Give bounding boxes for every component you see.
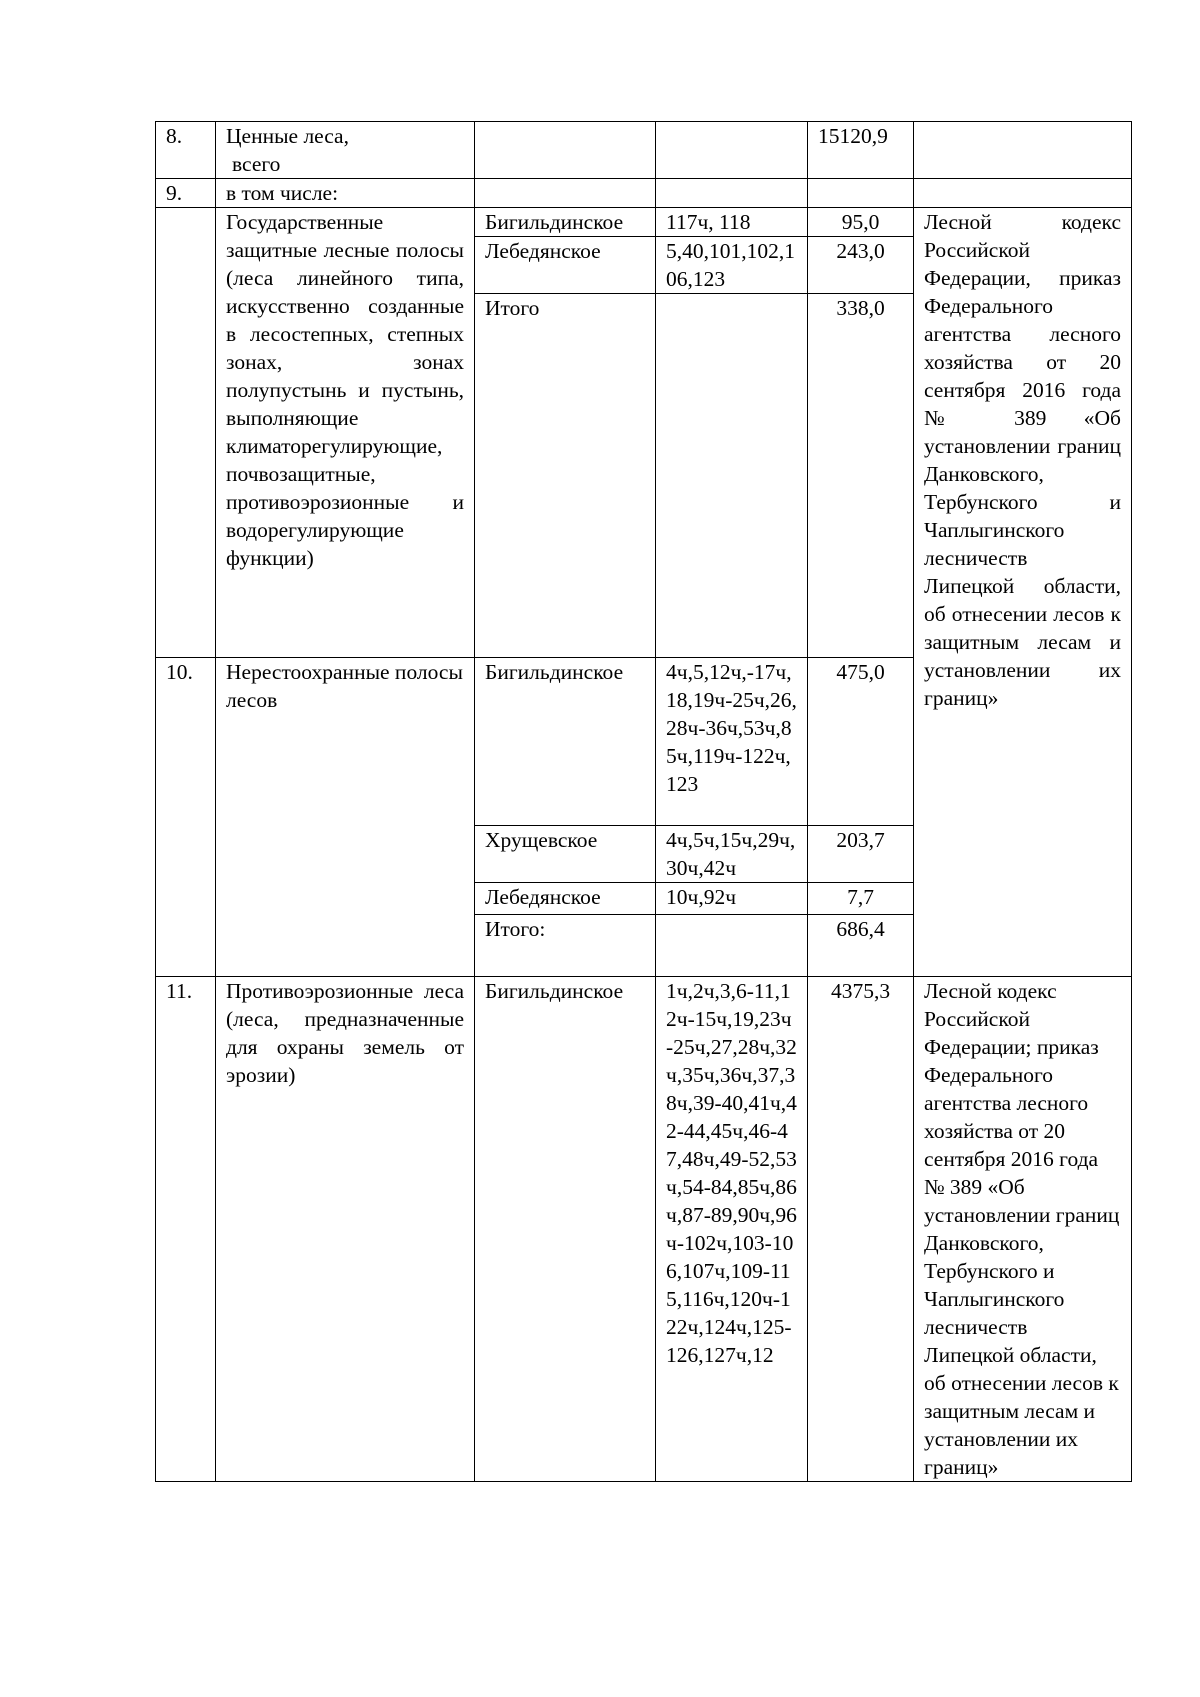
quarters-list: 4ч,5ч,15ч,29ч,30ч,42ч: [656, 826, 808, 883]
quarters-list: 1ч,2ч,3,6-11,12ч-15ч,19,23ч-25ч,27,28ч,32ч,35ч,36ч,37,38ч,39-40,41ч,42-44,45ч,46-47,48ч,49-52,53ч,54-84,85ч,86ч,87-89,90ч,96ч-102ч,103-106,107ч,109-115,116ч,120ч-122ч,124ч,125-126,127ч,12: [656, 977, 808, 1482]
area-value: 7,7: [808, 883, 914, 915]
area-cell: [808, 179, 914, 208]
area-value: 95,0: [808, 208, 914, 237]
forestry-name: Хрущевское: [475, 826, 656, 883]
quarters-list: [656, 915, 808, 977]
legal-basis: Лесной кодекс Российской Федерации, приказ Федерального агентства лесного хозяйства от 20 сентября 2016 года № 389 «Об установлении границ Данковского, Тербунского и Чаплыгинского лесничеств Липецкой области, об отнесении лесов к защитным лесам и установлении их границ»: [914, 208, 1132, 977]
basis-cell: [914, 122, 1132, 179]
area-value: 4375,3: [808, 977, 914, 1482]
category-name-line: всего: [232, 152, 281, 176]
category-label: в том числе:: [216, 179, 475, 208]
forestry-name: Лебедянское: [475, 237, 656, 294]
area-value: 475,0: [808, 658, 914, 826]
area-value: 243,0: [808, 237, 914, 294]
forestry-cell: [475, 122, 656, 179]
quarters-list: 10ч,92ч: [656, 883, 808, 915]
basis-cell: [914, 179, 1132, 208]
area-value: 203,7: [808, 826, 914, 883]
area-value: 338,0: [808, 294, 914, 658]
table-row: [156, 179, 1132, 208]
row-number: 11.: [156, 977, 216, 1482]
quarters-list: 4ч,5,12ч,-17ч,18,19ч-25ч,26,28ч-36ч,53ч,85ч,119ч-122ч,123: [656, 658, 808, 826]
row-number: 8.: [156, 122, 216, 179]
category-name: [216, 122, 475, 179]
area-value: 686,4: [808, 915, 914, 977]
forestry-name: Бигильдинское: [475, 208, 656, 237]
forestry-name: Лебедянское: [475, 883, 656, 915]
table-row: [156, 208, 1132, 237]
quarters-list: 5,40,101,102,106,123: [656, 237, 808, 294]
category-name: Нерестоохранные полосы лесов: [216, 658, 475, 977]
area-cell: 15120,9: [808, 122, 914, 179]
forestry-name: Итого:: [475, 915, 656, 977]
category-name: Государственные защитные лесные полосы (леса линейного типа, искусственно созданные в лесостепных, степных зонах, зонах полупустынь и пустынь, выполняющие климаторегулирующие, почвозащитные, противоэрозионные и водорегулирующие функции): [216, 208, 475, 658]
table-row: [156, 122, 1132, 179]
category-name-line: Ценные леса,: [226, 124, 349, 148]
category-name: Противоэрозионные леса (леса, предназначенные для охраны земель от эрозии): [216, 977, 475, 1482]
row-number: [156, 208, 216, 658]
row-number: 10.: [156, 658, 216, 977]
row-number: 9.: [156, 179, 216, 208]
forestry-name: Бигильдинское: [475, 658, 656, 826]
table-row: [156, 977, 1132, 1482]
quarters-list: 117ч, 118: [656, 208, 808, 237]
quarters-cell: [656, 122, 808, 179]
protective-forests-table: [155, 121, 1132, 1482]
forestry-cell: [475, 179, 656, 208]
legal-basis: Лесной кодекс Российской Федерации; приказ Федерального агентства лесного хозяйства от 20 сентября 2016 года № 389 «Об установлении границ Данковского, Тербунского и Чаплыгинского лесничеств Липецкой области, об отнесении лесов к защитным лесам и установлении их границ»: [914, 977, 1132, 1482]
quarters-cell: [656, 179, 808, 208]
forestry-name: Бигильдинское: [475, 977, 656, 1482]
quarters-list: [656, 294, 808, 658]
forestry-name: Итого: [475, 294, 656, 658]
